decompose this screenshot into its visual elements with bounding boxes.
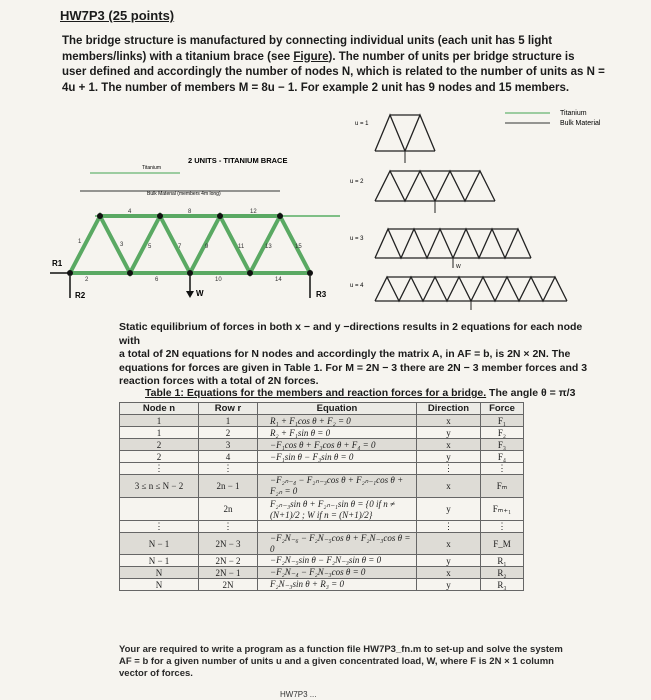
- cell-equation: [258, 521, 417, 533]
- cell-force: ⋮: [481, 463, 524, 475]
- cell-direction: x: [417, 415, 481, 427]
- col-force: Force: [481, 403, 524, 415]
- u2-label: u = 2: [350, 179, 364, 185]
- cell-equation: [258, 463, 417, 475]
- cell-equation: F₂ₙ₋₃sin θ + F₂ₙ₋₁sin θ = {0 if n ≠ (N+1)/2 ; W if n = (N+1)/2}: [258, 498, 417, 521]
- cell-node: ⋮: [120, 521, 199, 533]
- svg-text:5: 5: [148, 244, 152, 250]
- cell-direction: x: [417, 567, 481, 579]
- cell-equation: −F₂N₋₄ − F₂N₋₃cos θ = 0: [258, 567, 417, 579]
- cell-direction: ⋮: [417, 521, 481, 533]
- cell-node: 3 ≤ n ≤ N − 2: [120, 475, 199, 498]
- legend-titanium-label: Titanium: [560, 110, 587, 117]
- cell-force: R₂: [481, 567, 524, 579]
- cell-direction: x: [417, 439, 481, 451]
- task-paragraph: Your are required to write a program as a function file HW7P3_fn.m to set-up and solve the system AF = b for a given number of units u and a given concentrated load, W, where F is 2N × 1 column vector of forces.: [119, 644, 563, 679]
- svg-text:8: 8: [188, 209, 192, 215]
- cell-row: 2n − 1: [199, 475, 258, 498]
- equilibrium-paragraph: Static equilibrium of forces in both x − and y −directions results in 2 equations for each node with a total of 2N equations for N nodes and accordingly the matrix A, in AF = b, is 2N × 2N. The equations for forces are given in Table 1. For M = 2N − 3 there are 2N − 3 member forces and 3 reaction forces with a total of 2N forces.: [119, 321, 588, 387]
- cell-equation: R₂ + F₁sin θ = 0: [258, 427, 417, 439]
- svg-text:6: 6: [155, 277, 159, 283]
- r3-label: R3: [316, 290, 327, 299]
- cell-node: 2: [120, 451, 199, 463]
- table-row: [120, 533, 524, 555]
- table-header-row: [120, 403, 524, 415]
- cell-row: 2n: [199, 498, 258, 521]
- cell-row: 2N − 2: [199, 555, 258, 567]
- cell-node: 1: [120, 427, 199, 439]
- cell-node: 2: [120, 439, 199, 451]
- table-row: [120, 463, 524, 475]
- u3-label: u = 3: [350, 236, 364, 242]
- cell-force: ⋮: [481, 521, 524, 533]
- table-row: [120, 521, 524, 533]
- col-equation: Equation: [258, 403, 417, 415]
- svg-text:2: 2: [85, 277, 89, 283]
- r1-label: R1: [52, 259, 63, 268]
- legend-titanium-small: Titanium: [142, 165, 161, 171]
- table-row: [120, 439, 524, 451]
- cell-direction: ⋮: [417, 463, 481, 475]
- svg-text:W: W: [456, 264, 461, 270]
- svg-text:3: 3: [120, 242, 124, 248]
- figure-link[interactable]: Figure: [293, 50, 329, 63]
- svg-text:1: 1: [78, 239, 82, 245]
- cell-node: N: [120, 579, 199, 591]
- cell-force: F_M: [481, 533, 524, 555]
- cell-row: 2N: [199, 579, 258, 591]
- cell-node: N: [120, 567, 199, 579]
- cell-force: F₄: [481, 451, 524, 463]
- cell-equation: F₂N₋₃sin θ + R₃ = 0: [258, 579, 417, 591]
- cell-row: ⋮: [199, 463, 258, 475]
- legend-bulk-label: Bulk Material: [560, 120, 601, 127]
- svg-text:13: 13: [265, 244, 272, 250]
- cell-direction: y: [417, 555, 481, 567]
- cell-node: 1: [120, 415, 199, 427]
- table-row: [120, 579, 524, 591]
- cell-direction: x: [417, 533, 481, 555]
- svg-text:9: 9: [205, 244, 209, 250]
- page-title: HW7P3 (25 points): [60, 8, 175, 23]
- table-row: [120, 475, 524, 498]
- cell-force: F₁: [481, 415, 524, 427]
- u4-label: u = 4: [350, 283, 364, 289]
- svg-text:11: 11: [238, 244, 245, 250]
- cell-equation: −F₁sin θ − F₃sin θ = 0: [258, 451, 417, 463]
- cell-node: N − 1: [120, 533, 199, 555]
- cell-row: 2: [199, 427, 258, 439]
- col-direction: Direction: [417, 403, 481, 415]
- equations-table: [119, 402, 524, 591]
- svg-text:4: 4: [128, 209, 132, 215]
- svg-text:7: 7: [178, 244, 182, 250]
- cell-row: 3: [199, 439, 258, 451]
- table-row: [120, 555, 524, 567]
- truss-u4: [375, 277, 567, 301]
- svg-text:10: 10: [215, 277, 222, 283]
- cutoff-text: HW7P3 ...: [280, 690, 317, 699]
- cell-row: 4: [199, 451, 258, 463]
- bridge-figure: [50, 103, 610, 318]
- cell-equation: −F₂N₋₆ − F₂N₋₅cos θ + F₂N₋₃cos θ = 0: [258, 533, 417, 555]
- cell-direction: y: [417, 451, 481, 463]
- cell-direction: y: [417, 498, 481, 521]
- cell-force: R₃: [481, 579, 524, 591]
- table-row: [120, 427, 524, 439]
- cell-direction: y: [417, 579, 481, 591]
- table-caption: Table 1: Equations for the members and reaction forces for a bridge. The angle θ = π/3: [145, 387, 576, 399]
- intro-paragraph: The bridge structure is manufactured by connecting individual units (each unit has 5 light members/links) with a titanium brace (see Figure). The number of units per bridge structure is user defined and accordingly the number of nodes N, which is related to the number of units as N = 4u + 1. The number of members M = 8u − 1. For example 2 unit has 9 nodes and 15 members.: [62, 35, 605, 94]
- svg-text:15: 15: [295, 244, 302, 250]
- table-row: [120, 567, 524, 579]
- cell-equation: −F₁cos θ + F₃cos θ + F₄ = 0: [258, 439, 417, 451]
- figure-title: 2 UNITS - TITANIUM BRACE: [188, 156, 288, 165]
- table-row: [120, 498, 524, 521]
- cell-force: R₁: [481, 555, 524, 567]
- cell-equation: −F₂ₙ₋₄ − F₂ₙ₋₃cos θ + F₂ₙ₋₁cos θ + F₂ₙ = 0: [258, 475, 417, 498]
- cell-equation: R₁ + F₁cos θ + F₂ = 0: [258, 415, 417, 427]
- cell-force: F₂: [481, 427, 524, 439]
- cell-row: 1: [199, 415, 258, 427]
- col-node: Node n: [120, 403, 199, 415]
- cell-force: Fₘ₊₁: [481, 498, 524, 521]
- cell-force: F₃: [481, 439, 524, 451]
- svg-text:12: 12: [250, 209, 257, 215]
- u1-label: u = 1: [355, 121, 369, 127]
- col-row: Row r: [199, 403, 258, 415]
- table-row: [120, 415, 524, 427]
- cell-direction: y: [417, 427, 481, 439]
- truss-big: [70, 216, 310, 273]
- cell-row: 2N − 3: [199, 533, 258, 555]
- cell-equation: −F₂N₋₅sin θ − F₂N₋₃sin θ = 0: [258, 555, 417, 567]
- w-load-label: W: [196, 289, 204, 298]
- cell-node: N − 1: [120, 555, 199, 567]
- cell-row: ⋮: [199, 521, 258, 533]
- svg-text:14: 14: [275, 277, 282, 283]
- cell-force: Fₘ: [481, 475, 524, 498]
- cell-row: 2N − 1: [199, 567, 258, 579]
- cell-direction: x: [417, 475, 481, 498]
- truss-u3: [375, 229, 531, 258]
- truss-u2: [375, 171, 495, 201]
- r2-label: R2: [75, 291, 86, 300]
- cell-node: [120, 498, 199, 521]
- cell-node: ⋮: [120, 463, 199, 475]
- legend-bulk-small: Bulk Material (members 4m long): [147, 191, 221, 197]
- table-row: [120, 451, 524, 463]
- truss-u1: [375, 115, 435, 151]
